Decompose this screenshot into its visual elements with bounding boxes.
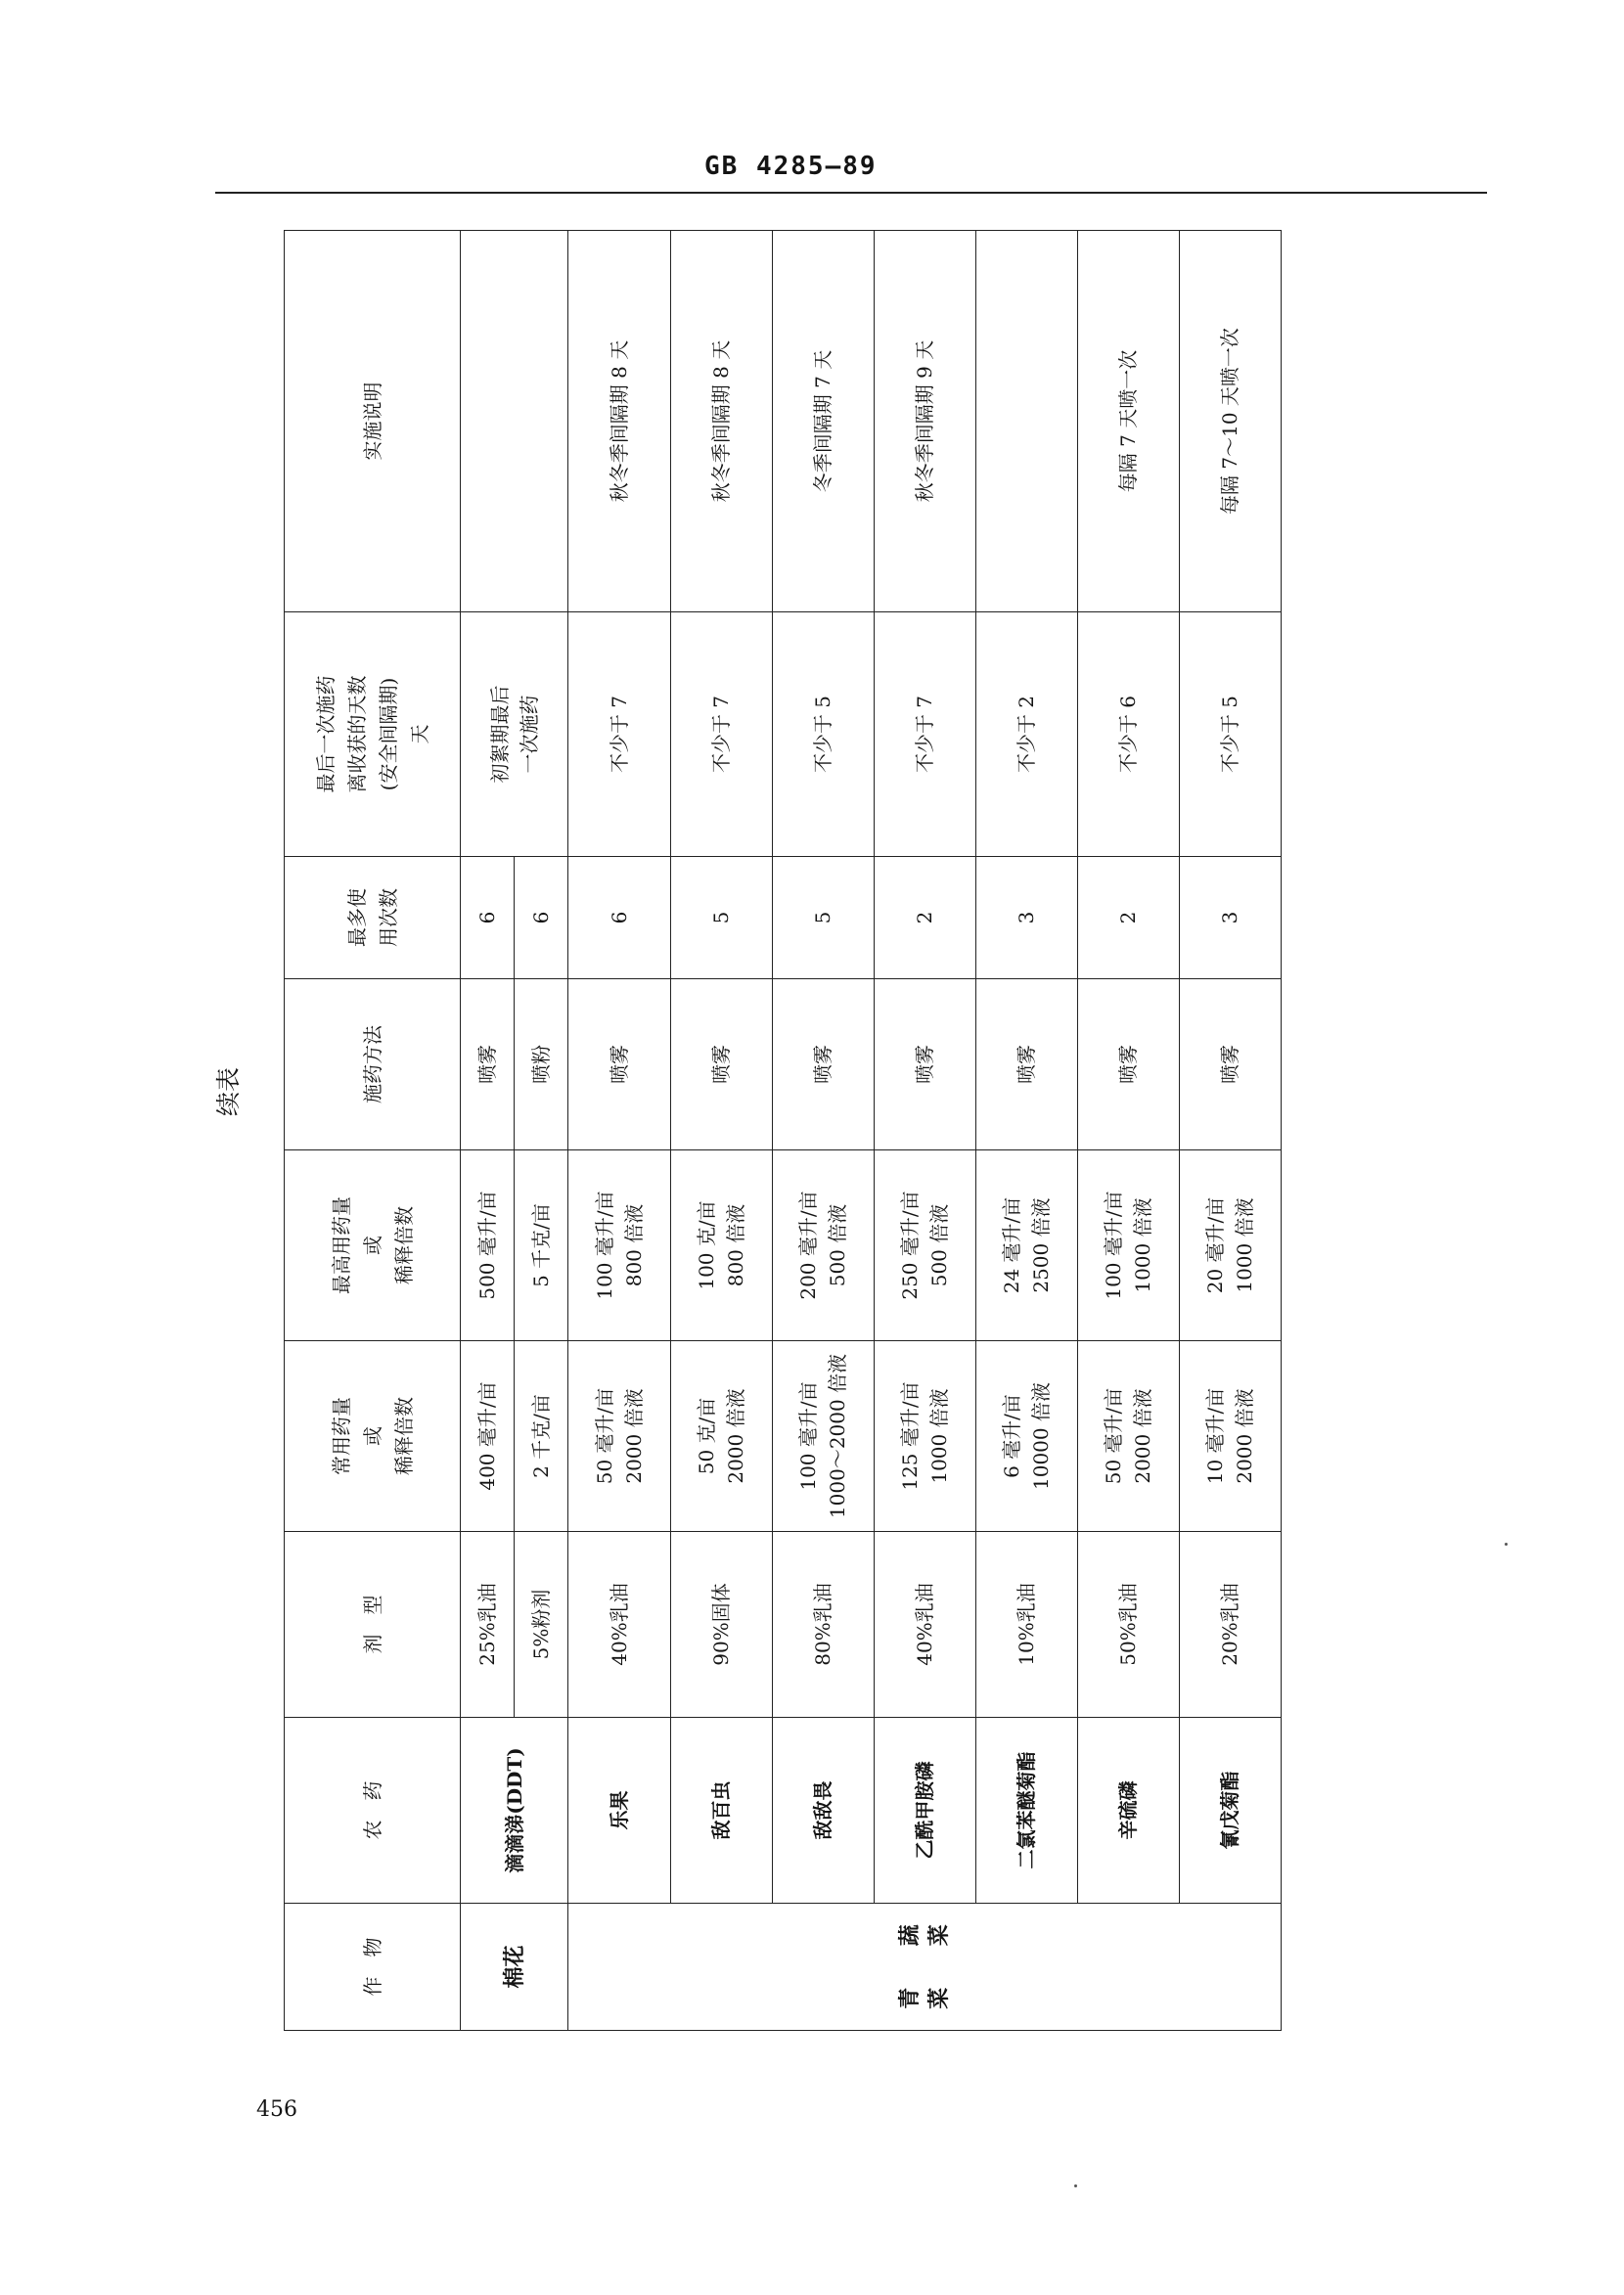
times-cell: 5 [670, 857, 772, 979]
col-crop [285, 1904, 461, 2031]
note-cell: 每隔 7 天喷一次 [1077, 231, 1179, 612]
formulation-cell: 5%粉剂 [515, 1532, 568, 1718]
pesticide-cell: 辛硫磷 [1077, 1718, 1179, 1904]
table-row [1179, 231, 1281, 2031]
table-row [874, 231, 975, 2031]
times-cell: 2 [874, 857, 975, 979]
method-cell: 喷雾 [670, 979, 772, 1150]
safety-cell: 不少于 6 [1077, 612, 1179, 857]
method-cell: 喷雾 [874, 979, 975, 1150]
page-number: 456 [256, 2097, 297, 2122]
safety-cell: 不少于 7 [568, 612, 670, 857]
max-dose-cell: 100 克/亩 800 倍液 [670, 1150, 772, 1341]
method-cell: 喷雾 [1077, 979, 1179, 1150]
method-cell: 喷粉 [515, 979, 568, 1150]
max-dose-cell: 100 毫升/亩 1000 倍液 [1077, 1150, 1179, 1341]
times-cell: 3 [975, 857, 1077, 979]
normal-dose-cell: 50 毫升/亩 2000 倍液 [568, 1341, 670, 1532]
method-cell: 喷雾 [568, 979, 670, 1150]
col-safety-interval [285, 612, 461, 857]
formulation-cell: 40%乳油 [568, 1532, 670, 1718]
col-max-dose [285, 1150, 461, 1341]
pesticide-table-rotated [214, 231, 1282, 2031]
crop-cell-cotton: 棉花 [461, 1904, 568, 2031]
col-method-label: 施药方法 [360, 1025, 384, 1103]
pesticide-cell: 乙酰甲胺磷 [874, 1718, 975, 1904]
note-cell: 秋冬季间隔期 8 天 [568, 231, 670, 612]
max-dose-cell: 5 千克/亩 [515, 1150, 568, 1341]
pesticide-usage-table [284, 230, 1282, 2031]
col-pesticide [285, 1718, 461, 1904]
col-formulation [285, 1532, 461, 1718]
col-max-times-label: 最多使 用次数 [344, 888, 400, 947]
crop-label-qingcai: 青 菜 [897, 1965, 953, 2009]
col-notes [285, 231, 461, 612]
normal-dose-cell: 50 毫升/亩 2000 倍液 [1077, 1341, 1179, 1532]
method-cell: 喷雾 [772, 979, 874, 1150]
crop-label-shucai: 蔬 菜 [897, 1903, 953, 1947]
note-cell: 每隔 7～10 天喷一次 [1179, 231, 1281, 612]
safety-cell: 不少于 5 [772, 612, 874, 857]
normal-dose-cell: 50 克/亩 2000 倍液 [670, 1341, 772, 1532]
col-normal-dose-label: 常用药量 或 稀释倍数 [329, 1397, 416, 1475]
safety-cell: 不少于 5 [1179, 612, 1281, 857]
method-cell: 喷雾 [461, 979, 515, 1150]
formulation-cell: 20%乳油 [1179, 1532, 1281, 1718]
normal-dose-cell: 6 毫升/亩 10000 倍液 [975, 1341, 1077, 1532]
col-formulation-label: 剂 型 [360, 1595, 384, 1654]
note-cell: 秋冬季间隔期 8 天 [670, 231, 772, 612]
pesticide-cell: 乐果 [568, 1718, 670, 1904]
col-normal-dose [285, 1341, 461, 1532]
scan-speck [1505, 1543, 1508, 1546]
pesticide-cell: 氰戊菊酯 [1179, 1718, 1281, 1904]
note-cell [975, 231, 1077, 612]
safety-cell: 不少于 7 [670, 612, 772, 857]
table-row [461, 231, 515, 2031]
method-cell: 喷雾 [1179, 979, 1281, 1150]
scan-speck [1074, 2184, 1077, 2187]
col-notes-label: 实施说明 [360, 382, 384, 461]
pesticide-cell: 敌敌畏 [772, 1718, 874, 1904]
max-dose-cell: 24 毫升/亩 2500 倍液 [975, 1150, 1077, 1341]
normal-dose-cell: 400 毫升/亩 [461, 1341, 515, 1532]
normal-dose-cell: 10 毫升/亩 2000 倍液 [1179, 1341, 1281, 1532]
max-dose-cell: 250 毫升/亩 500 倍液 [874, 1150, 975, 1341]
note-cell: 冬季间隔期 7 天 [772, 231, 874, 612]
safety-cell: 初絮期最后 一次施药 [461, 612, 568, 857]
times-cell: 6 [461, 857, 515, 979]
note-cell [461, 231, 568, 612]
times-cell: 2 [1077, 857, 1179, 979]
pesticide-cell: 敌百虫 [670, 1718, 772, 1904]
table-row [975, 231, 1077, 2031]
times-cell: 6 [568, 857, 670, 979]
col-crop-label: 作 物 [360, 1937, 384, 1997]
col-max-dose-label: 最高用药量 或 稀释倍数 [329, 1196, 416, 1294]
table-row [670, 231, 772, 2031]
method-cell: 喷雾 [975, 979, 1077, 1150]
times-cell: 5 [772, 857, 874, 979]
formulation-cell: 25%乳油 [461, 1532, 515, 1718]
col-max-times [285, 857, 461, 979]
formulation-cell: 80%乳油 [772, 1532, 874, 1718]
max-dose-cell: 200 毫升/亩 500 倍液 [772, 1150, 874, 1341]
normal-dose-cell: 125 毫升/亩 1000 倍液 [874, 1341, 975, 1532]
vegetable-crop-labels [568, 1904, 1281, 2030]
table-caption: 续表 [214, 1067, 243, 1117]
col-pesticide-label: 农 药 [360, 1780, 384, 1840]
header-row [285, 231, 461, 2031]
note-cell: 秋冬季间隔期 9 天 [874, 231, 975, 612]
formulation-cell: 50%乳油 [1077, 1532, 1179, 1718]
col-method [285, 979, 461, 1150]
standard-code: GB 4285—89 [704, 152, 878, 181]
normal-dose-cell: 2 千克/亩 [515, 1341, 568, 1532]
normal-dose-cell: 100 毫升/亩 1000～2000 倍液 [772, 1341, 874, 1532]
formulation-cell: 90%固体 [670, 1532, 772, 1718]
times-cell: 6 [515, 857, 568, 979]
times-cell: 3 [1179, 857, 1281, 979]
formulation-cell: 10%乳油 [975, 1532, 1077, 1718]
pesticide-cell: 二氯苯醚菊酯 [975, 1718, 1077, 1904]
pesticide-cell: 滴滴涕(DDT) [461, 1718, 568, 1904]
table-row [568, 231, 670, 2031]
max-dose-cell: 20 毫升/亩 1000 倍液 [1179, 1150, 1281, 1341]
safety-cell: 不少于 2 [975, 612, 1077, 857]
max-dose-cell: 100 毫升/亩 800 倍液 [568, 1150, 670, 1341]
table-row [1077, 231, 1179, 2031]
col-safety-interval-label: 最后一次施药 离收获的天数 (安全间隔期) 天 [313, 675, 431, 793]
safety-cell: 不少于 7 [874, 612, 975, 857]
max-dose-cell: 500 毫升/亩 [461, 1150, 515, 1341]
header-rule [215, 192, 1487, 194]
table-row [772, 231, 874, 2031]
formulation-cell: 40%乳油 [874, 1532, 975, 1718]
crop-cell-vegetables [568, 1904, 1282, 2031]
